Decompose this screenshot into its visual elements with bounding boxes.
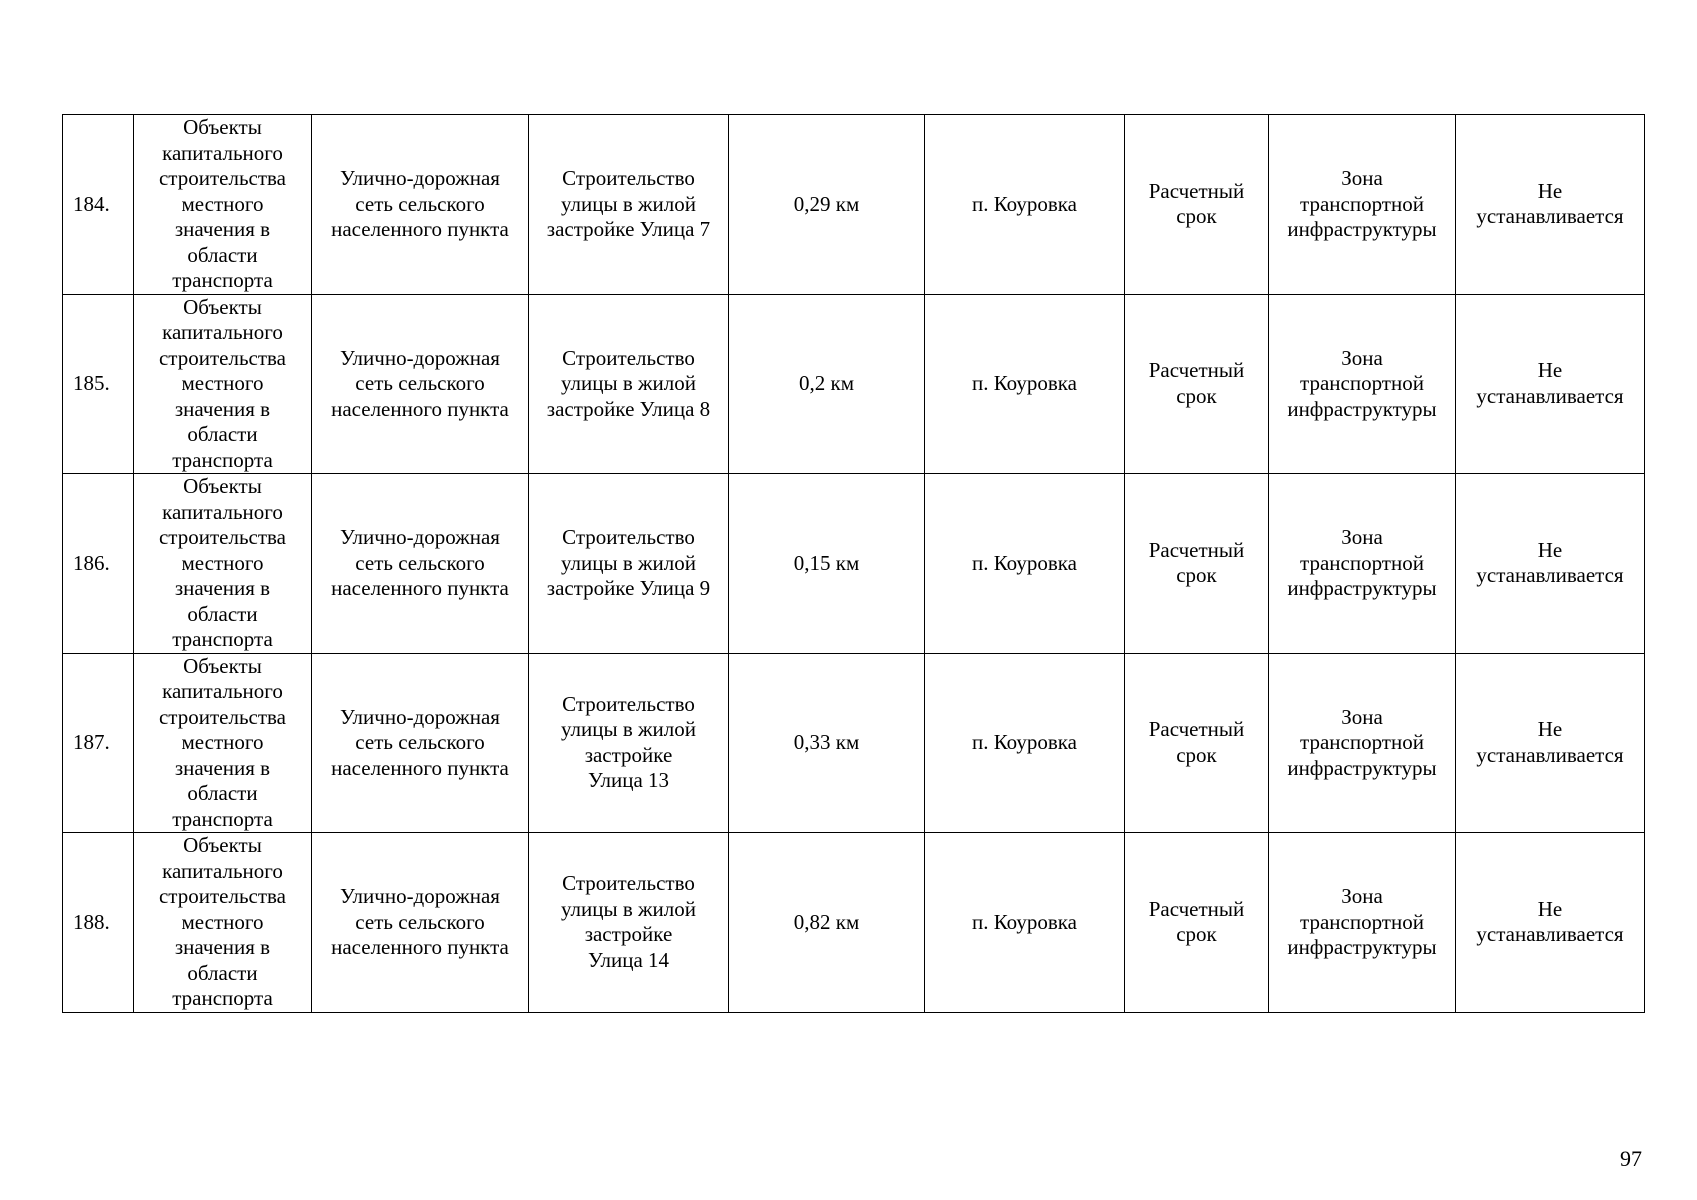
row-number-cell: 185. (63, 294, 134, 474)
object-type-cell: Улично-дорожная сеть сельского населенного пункта (312, 294, 529, 474)
object-length-cell: 0,15 км (729, 474, 925, 654)
object-purpose-cell: Строительство улицы в жилой застройке Улица 8 (529, 294, 729, 474)
object-term-cell: Расчетный срок (1125, 653, 1269, 833)
object-category-cell: Объекты капитального строительства местного значения в области транспорта (134, 294, 312, 474)
object-zone-cell: Зона транспортной инфраструктуры (1269, 294, 1456, 474)
objects-table (62, 114, 1645, 1013)
object-category-cell: Объекты капитального строительства местного значения в области транспорта (134, 653, 312, 833)
object-restriction-cell: Не устанавливается (1456, 833, 1645, 1013)
object-restriction-cell: Не устанавливается (1456, 474, 1645, 654)
object-term-cell: Расчетный срок (1125, 294, 1269, 474)
table-row (63, 115, 1645, 295)
table-row (63, 833, 1645, 1013)
object-term-cell: Расчетный срок (1125, 115, 1269, 295)
object-category-cell: Объекты капитального строительства местного значения в области транспорта (134, 474, 312, 654)
object-restriction-cell: Не устанавливается (1456, 115, 1645, 295)
object-location-cell: п. Коуровка (925, 474, 1125, 654)
object-location-cell: п. Коуровка (925, 653, 1125, 833)
object-zone-cell: Зона транспортной инфраструктуры (1269, 653, 1456, 833)
object-type-cell: Улично-дорожная сеть сельского населенного пункта (312, 833, 529, 1013)
row-number-cell: 187. (63, 653, 134, 833)
row-number-cell: 184. (63, 115, 134, 295)
object-zone-cell: Зона транспортной инфраструктуры (1269, 474, 1456, 654)
object-purpose-cell: Строительство улицы в жилой застройке Улица 14 (529, 833, 729, 1013)
object-term-cell: Расчетный срок (1125, 474, 1269, 654)
object-restriction-cell: Не устанавливается (1456, 294, 1645, 474)
object-purpose-cell: Строительство улицы в жилой застройке Улица 9 (529, 474, 729, 654)
object-type-cell: Улично-дорожная сеть сельского населенного пункта (312, 653, 529, 833)
object-length-cell: 0,2 км (729, 294, 925, 474)
object-length-cell: 0,33 км (729, 653, 925, 833)
object-category-cell: Объекты капитального строительства местного значения в области транспорта (134, 115, 312, 295)
row-number-cell: 188. (63, 833, 134, 1013)
object-term-cell: Расчетный срок (1125, 833, 1269, 1013)
object-purpose-cell: Строительство улицы в жилой застройке Улица 13 (529, 653, 729, 833)
object-restriction-cell: Не устанавливается (1456, 653, 1645, 833)
object-zone-cell: Зона транспортной инфраструктуры (1269, 833, 1456, 1013)
object-length-cell: 0,29 км (729, 115, 925, 295)
table-row (63, 474, 1645, 654)
object-location-cell: п. Коуровка (925, 833, 1125, 1013)
table-row (63, 294, 1645, 474)
object-location-cell: п. Коуровка (925, 294, 1125, 474)
table-row (63, 653, 1645, 833)
object-type-cell: Улично-дорожная сеть сельского населенного пункта (312, 115, 529, 295)
object-zone-cell: Зона транспортной инфраструктуры (1269, 115, 1456, 295)
object-purpose-cell: Строительство улицы в жилой застройке Улица 7 (529, 115, 729, 295)
object-category-cell: Объекты капитального строительства местного значения в области транспорта (134, 833, 312, 1013)
object-type-cell: Улично-дорожная сеть сельского населенного пункта (312, 474, 529, 654)
row-number-cell: 186. (63, 474, 134, 654)
object-location-cell: п. Коуровка (925, 115, 1125, 295)
page-number: 97 (1620, 1146, 1642, 1171)
object-length-cell: 0,82 км (729, 833, 925, 1013)
